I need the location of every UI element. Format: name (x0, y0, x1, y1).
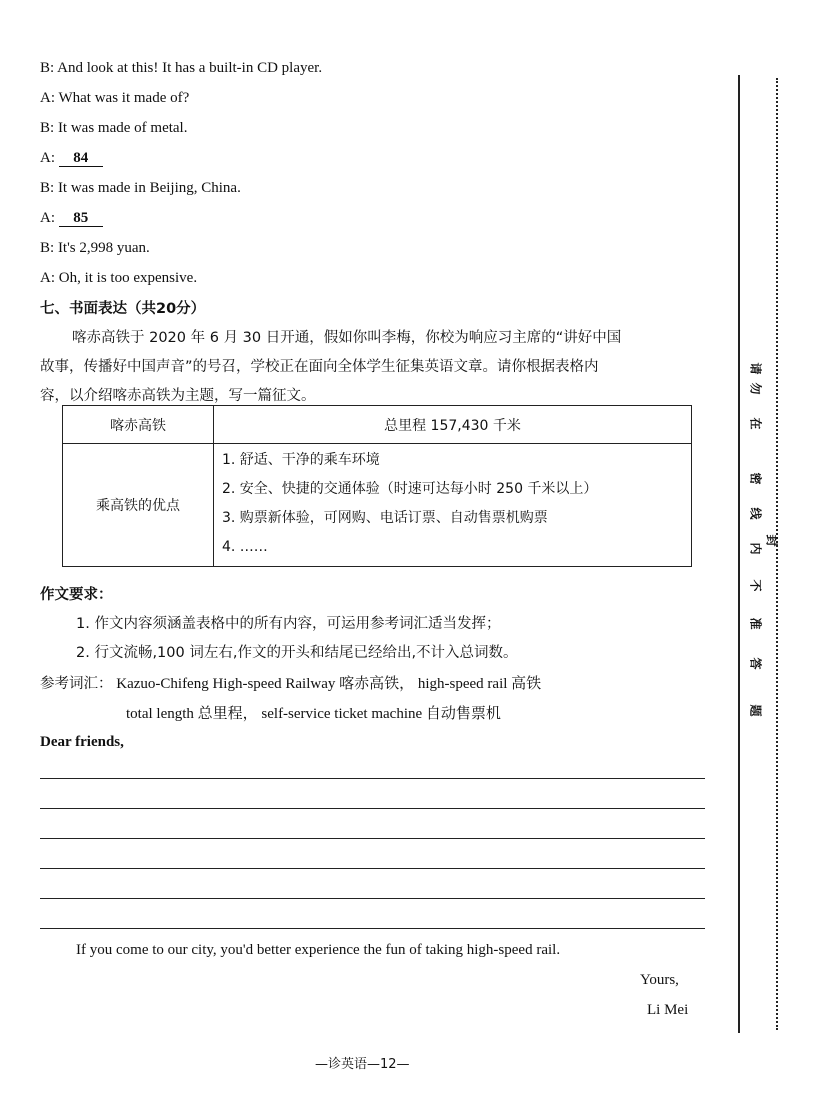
speaker-label: B: (40, 180, 55, 196)
prompt-line-3: 容，以介绍喀赤高铁为主题，写一篇征文。 (40, 388, 316, 404)
speaker-label: A: (40, 150, 55, 166)
dialogue-line-2 (40, 90, 189, 107)
advantage-item: 1. 舒适、干净的乘车环境 (222, 452, 380, 468)
dialogue-line-4 (40, 150, 103, 167)
dialogue-line-6 (40, 210, 103, 227)
table-row-label: 乘高铁的优点 (63, 444, 214, 567)
section-heading: 七、书面表达（共20分） (40, 301, 206, 317)
margin-char: 准 (748, 617, 763, 630)
margin-char: 封 (764, 534, 779, 547)
margin-dotted-line (776, 78, 778, 1030)
table-header-right: 总里程 157,430 千米 (214, 406, 692, 444)
margin-char: 请 (748, 362, 763, 375)
dialogue-text: It's 2,998 yuan. (57, 240, 150, 256)
requirement-item-2: 2. 行文流畅,100 词左右,作文的开头和结尾已经给出,不计入总词数。 (76, 645, 518, 661)
margin-char: 在 (748, 417, 763, 430)
requirements-heading: 作文要求： (40, 587, 113, 603)
vocab-text-1: Kazuo-Chifeng High-speed Railway 喀赤高铁， high-speed rail 高铁 (116, 676, 542, 692)
margin-char: 答 (748, 657, 763, 670)
writing-line[interactable] (40, 838, 705, 839)
letter-signature: Li Mei (647, 1002, 689, 1018)
dialogue-text: What was it made of? (58, 90, 190, 106)
dialogue-text: It was made of metal. (57, 120, 188, 136)
advantage-item: 2. 安全、快捷的交通体验（时速可达每小时 250 千米以上） (222, 481, 598, 497)
speaker-label: A: (40, 90, 55, 106)
margin-char: 勿 (748, 382, 763, 395)
info-table (62, 405, 692, 567)
speaker-label: A: (40, 270, 55, 286)
writing-line[interactable] (40, 928, 705, 929)
writing-line[interactable] (40, 868, 705, 869)
letter-closing-sentence: If you come to our city, you'd better experience the fun of taking high-speed rail. (76, 942, 561, 958)
writing-line[interactable] (40, 898, 705, 899)
advantage-item: 4. …… (222, 539, 268, 555)
dialogue-line-1 (40, 60, 322, 77)
requirement-item-1: 1. 作文内容须涵盖表格中的所有内容，可运用参考词汇适当发挥； (76, 616, 501, 632)
speaker-label: A: (40, 210, 55, 226)
advantages-list (214, 444, 692, 567)
vocab-label: 参考词汇： (40, 676, 113, 692)
prompt-line-2: 故事，传播好中国声音”的号召，学校正在面向全体学生征集英语文章。请你根据表格内 (40, 359, 599, 375)
advantage-item: 3. 购票新体验，可网购、电话订票、自动售票机购票 (222, 510, 548, 526)
page-footer: —诊英语—12— (315, 1057, 410, 1072)
vocab-line-2: total length 总里程， self-service ticket machine 自动售票机 (126, 706, 501, 722)
letter-sign-off: Yours, (640, 972, 679, 988)
dialogue-text: Oh, it is too expensive. (58, 270, 198, 286)
writing-line[interactable] (40, 778, 705, 779)
letter-greeting: Dear friends, (40, 734, 124, 750)
prompt-line-1: 喀赤高铁于 2020 年 6 月 30 日开通，假如你叫李梅，你校为响应习主席的“讲好中国 (72, 330, 622, 346)
dialogue-text: And look at this! It has a built-in CD player. (57, 60, 323, 76)
margin-char: 线 (748, 507, 763, 520)
speaker-label: B: (40, 60, 55, 76)
margin-char: 不 (748, 579, 763, 592)
table-header-row (63, 406, 692, 444)
dialogue-line-3 (40, 120, 187, 137)
answer-blank-84[interactable]: 84 (59, 150, 103, 167)
writing-line[interactable] (40, 808, 705, 809)
margin-solid-line (738, 75, 740, 1033)
margin-char: 密 (748, 472, 763, 485)
vocab-line-1 (40, 672, 541, 693)
margin-char: 题 (748, 704, 763, 717)
dialogue-text: It was made in Beijing, China. (57, 180, 241, 196)
table-header-left: 喀赤高铁 (63, 406, 214, 444)
dialogue-line-5 (40, 180, 241, 197)
margin-char: 内 (748, 542, 763, 555)
table-advantages-row (63, 444, 692, 567)
dialogue-line-8 (40, 270, 197, 287)
dialogue-line-7 (40, 240, 150, 257)
speaker-label: B: (40, 120, 55, 136)
answer-blank-85[interactable]: 85 (59, 210, 103, 227)
speaker-label: B: (40, 240, 55, 256)
